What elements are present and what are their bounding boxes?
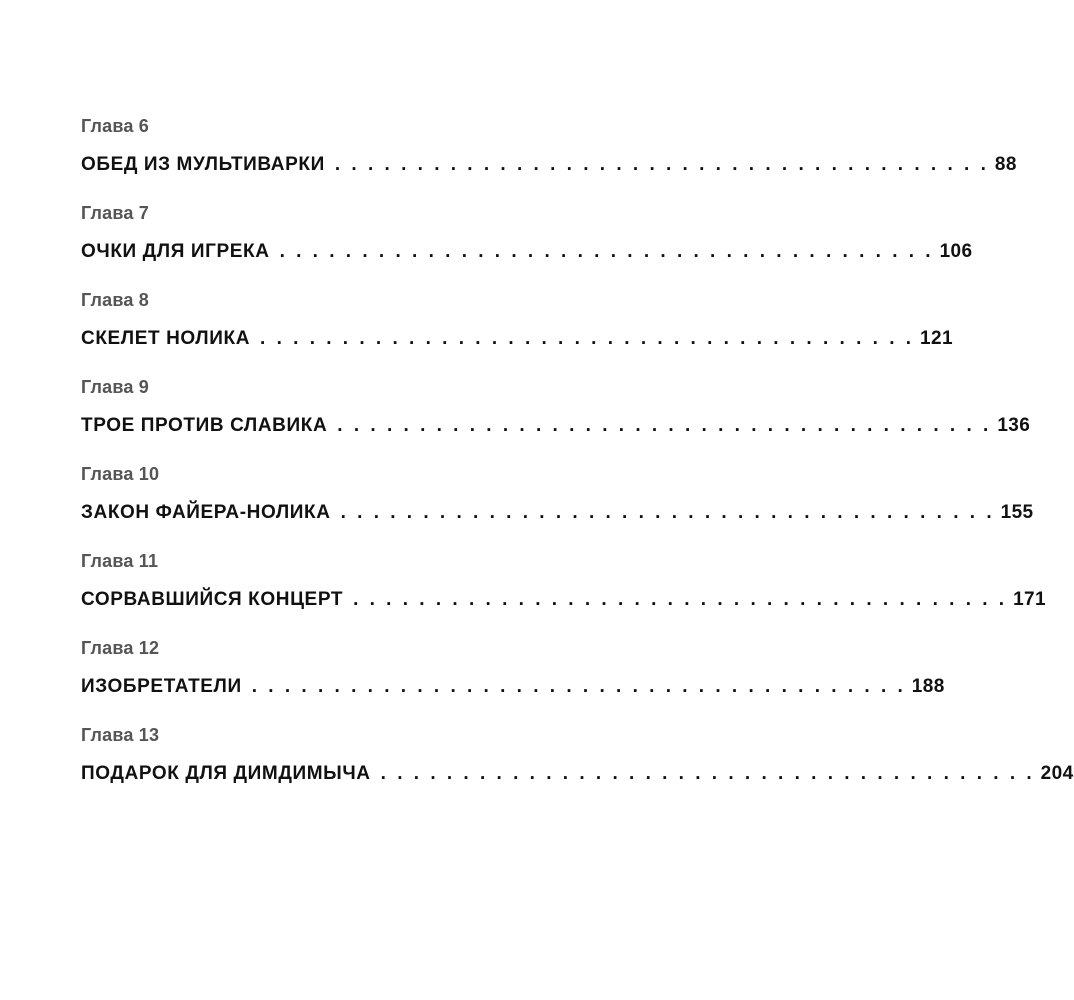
page-number: 155 <box>1000 502 1034 523</box>
table-of-contents <box>81 114 1074 810</box>
chapter-label: Глава 10 <box>81 464 160 484</box>
dot-leader: . . . . . . . . . . . . . . . . . . . . . . . . . . . . . . . . . . . . . . . . <box>353 589 1008 610</box>
toc-entry-chapter-9 <box>81 375 1031 462</box>
dot-leader: . . . . . . . . . . . . . . . . . . . . . . . . . . . . . . . . . . . . . . . . <box>380 763 1035 784</box>
toc-entry-chapter-11 <box>81 549 1046 636</box>
page-number: 188 <box>911 676 945 697</box>
dot-leader: . . . . . . . . . . . . . . . . . . . . . . . . . . . . . . . . . . . . . . . . <box>337 415 992 436</box>
chapter-label: Глава 13 <box>81 725 160 745</box>
page-number: 204 <box>1040 763 1074 784</box>
chapter-title: ЗАКОН ФАЙЕРА-НОЛИКА <box>81 502 331 523</box>
page-number: 136 <box>997 415 1031 436</box>
page-number: 121 <box>920 328 953 349</box>
chapter-title: ОЧКИ ДЛЯ ИГРЕКА <box>81 241 270 262</box>
toc-title-row <box>81 587 1046 613</box>
chapter-label: Глава 12 <box>81 638 160 658</box>
dot-leader: . . . . . . . . . . . . . . . . . . . . . . . . . . . . . . . . . . . . . . . . <box>340 502 995 523</box>
toc-entry-chapter-7 <box>81 201 973 288</box>
chapter-title: СОРВАВШИЙСЯ КОНЦЕРТ <box>81 589 344 610</box>
chapter-title: ТРОЕ ПРОТИВ СЛАВИКА <box>81 415 328 436</box>
page-number: 88 <box>994 154 1017 175</box>
dot-leader: . . . . . . . . . . . . . . . . . . . . . . . . . . . . . . . . . . . . . . . . <box>251 676 906 697</box>
dot-leader: . . . . . . . . . . . . . . . . . . . . . . . . . . . . . . . . . . . . . . . . <box>279 241 934 262</box>
chapter-label: Глава 9 <box>81 377 150 397</box>
chapter-title: ОБЕД ИЗ МУЛЬТИВАРКИ <box>81 154 325 175</box>
chapter-title: ПОДАРОК ДЛЯ ДИМДИМЫЧА <box>81 763 371 784</box>
toc-entry-chapter-10 <box>81 462 1034 549</box>
toc-title-row <box>81 239 973 265</box>
page-number: 106 <box>939 241 973 262</box>
toc-entry-chapter-12 <box>81 636 945 723</box>
page-number: 171 <box>1013 589 1046 610</box>
chapter-label: Глава 6 <box>81 116 150 136</box>
dot-leader: . . . . . . . . . . . . . . . . . . . . . . . . . . . . . . . . . . . . . . . . <box>260 328 915 349</box>
chapter-label: Глава 11 <box>81 551 159 571</box>
toc-entry-chapter-13 <box>81 723 1074 810</box>
chapter-label: Глава 8 <box>81 290 150 310</box>
toc-title-row <box>81 761 1074 787</box>
toc-title-row <box>81 413 1031 439</box>
chapter-title: ИЗОБРЕТАТЕЛИ <box>81 676 242 697</box>
toc-title-row <box>81 152 1017 178</box>
dot-leader: . . . . . . . . . . . . . . . . . . . . . . . . . . . . . . . . . . . . . . . . <box>334 154 989 175</box>
chapter-label: Глава 7 <box>81 203 150 223</box>
toc-title-row <box>81 326 953 352</box>
toc-entry-chapter-8 <box>81 288 953 375</box>
toc-entry-chapter-6 <box>81 114 1017 201</box>
toc-title-row <box>81 500 1034 526</box>
chapter-title: СКЕЛЕТ НОЛИКА <box>81 328 251 349</box>
toc-title-row <box>81 674 945 700</box>
